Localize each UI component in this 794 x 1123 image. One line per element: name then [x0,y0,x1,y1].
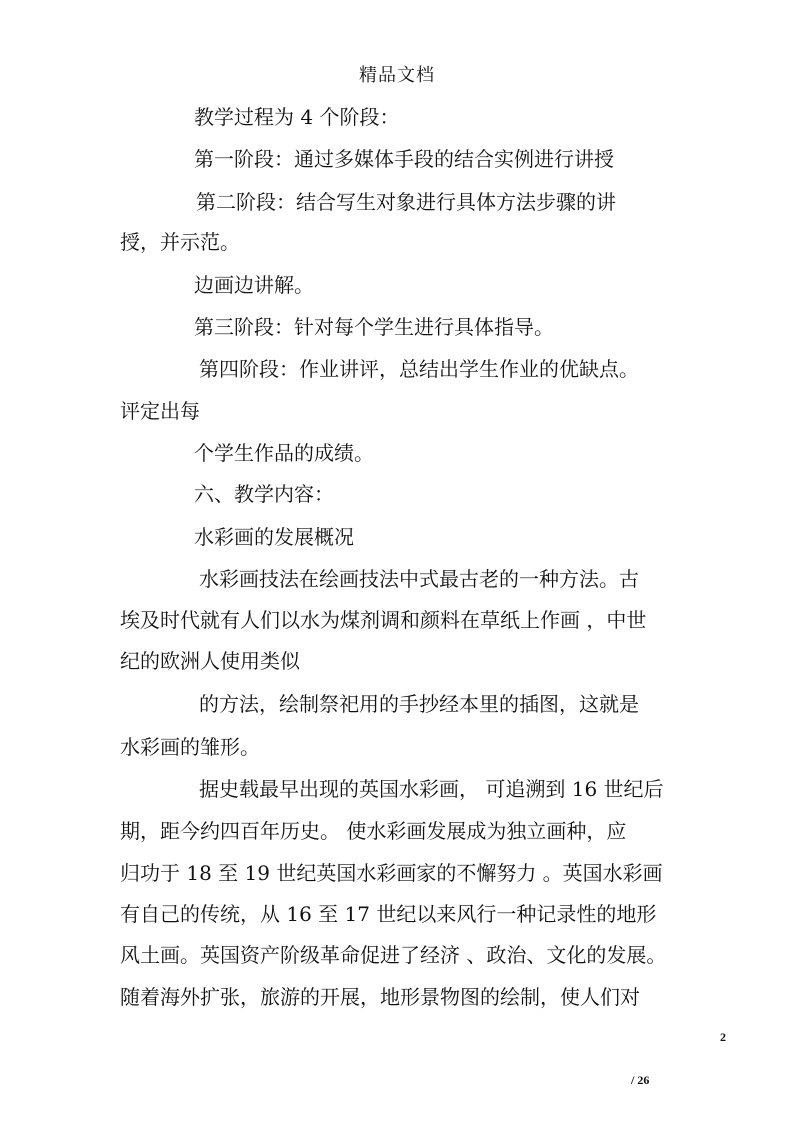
body-line: 期，距今约四百年历史。 使水彩画发展成为独立画种，应 [120,819,627,843]
body-line: 有自己的传统，从 16 至 17 世纪以来风行一种记录性的地形 [120,902,657,926]
body-line: 埃及时代就有人们以水为煤剂调和颜料在草纸上作画 ，中世 [120,608,647,632]
body-line: 风土画。英国资产阶级革命促进了经济 、政治、文化的发展。 [120,943,667,967]
subsection-heading: 水彩画的发展概况 [194,525,354,549]
body-line: 评定出每 [120,399,200,423]
page-total: / 26 [631,1073,650,1087]
body-line: 归功于 18 至 19 世纪英国水彩画家的不懈努力 。英国水彩画 [120,861,663,885]
body-line: 水彩画技法在绘画技法中式最古老的一种方法。古 [199,567,639,591]
body-line: 第三阶段：针对每个学生进行具体指导。 [194,315,554,339]
body-line: 第四阶段：作业讲评，总结出学生作业的优缺点。 [199,357,639,381]
body-line: 教学过程为 4 个阶段： [194,105,400,129]
body-line: 随着海外扩张，旅游的开展，地形景物图的绘制，使人们对 [120,985,640,1009]
page-header-title: 精品文档 [359,65,435,86]
body-line: 个学生作品的成绩。 [194,441,374,465]
page-number: 2 [720,1030,726,1044]
body-line: 纪的欧洲人使用类似 [120,649,300,673]
section-heading: 六、教学内容： [194,482,334,506]
body-line: 第一阶段：通过多媒体手段的结合实例进行讲授 [194,147,614,171]
body-line: 边画边讲解。 [194,273,314,297]
body-line: 的方法，绘制祭祀用的手抄经本里的插图，这就是 [199,692,639,716]
body-line: 水彩画的雏形。 [120,735,260,759]
body-line: 授，并示范。 [120,230,240,254]
body-line: 第二阶段：结合写生对象进行具体方法步骤的讲 [196,190,616,214]
body-line: 据史载最早出现的英国水彩画， 可追溯到 16 世纪后 [199,777,664,801]
